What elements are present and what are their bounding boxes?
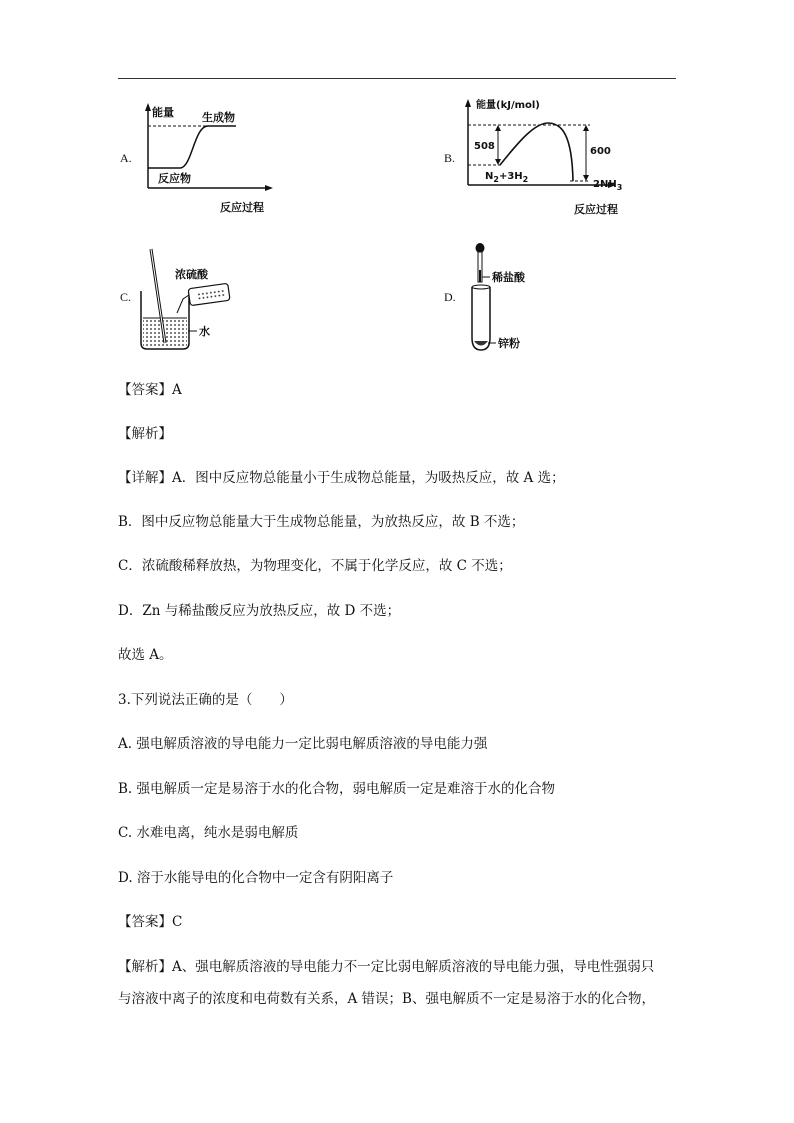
figure-d-test-tube (462, 240, 542, 358)
arrow-600-head-top (583, 125, 589, 131)
powder-label: 锌粉 (498, 337, 520, 350)
product-label: 生成物 (202, 111, 235, 124)
figure-c-dilution-apparatus (133, 243, 243, 355)
detail-b: B．图中反应物总能量大于生成物总能量，为放热反应，故 B 不选； (118, 514, 525, 530)
value-508: 508 (474, 141, 495, 152)
option-c-label: C. (120, 290, 132, 304)
product-formula: $2NH_3$ (593, 179, 623, 192)
analysis-heading-1: 【解析】 (118, 426, 172, 442)
detail-c: C．浓硫酸稀释放热，为物理变化，不属于化学反应，故 C 不选； (118, 558, 512, 574)
option-d-label: D. (444, 290, 456, 304)
acid-label: 浓硫酸 (175, 268, 208, 281)
q3-option-b: B. 强电解质一定是易溶于水的化合物，弱电解质一定是难溶于水的化合物 (118, 781, 556, 797)
y-axis-arrow (465, 99, 471, 107)
water-label: 水 (199, 325, 210, 338)
x-axis-arrow (265, 185, 273, 191)
question-3: 3.下列说法正确的是（ ） (118, 692, 293, 708)
acid-stream (177, 295, 189, 313)
y-axis-arrow (145, 103, 151, 111)
value-600: 600 (590, 146, 611, 157)
detail-a: 【详解】A．图中反应物总能量小于生成物总能量，为吸热反应，故 A 选； (118, 470, 565, 486)
header-rule (118, 78, 676, 79)
q3-option-a: A. 强电解质溶液的导电能力一定比弱电解质溶液的导电能力强 (118, 736, 488, 752)
option-b-label: B. (444, 151, 456, 165)
figure-b-energy-diagram (460, 95, 630, 220)
test-tube-rim (472, 285, 490, 289)
energy-curve (148, 126, 236, 168)
y-axis-label: 能量 (152, 106, 174, 119)
reactant-label: 反应物 (158, 172, 191, 185)
x-axis-label: 反应过程 (220, 201, 264, 214)
option-a-label: A. (120, 151, 132, 165)
test-tube (472, 287, 490, 350)
y-axis-label: 能量(kJ/mol) (476, 100, 540, 111)
arrow-508-head-top (495, 125, 501, 131)
answer-1: 【答案】A (118, 382, 182, 398)
zinc-powder (474, 341, 488, 346)
analysis-3-line-1: 【解析】A、强电解质溶液的导电能力不一定比弱电解质溶液的导电能力强，导电性强弱只 (118, 959, 655, 975)
figure-a-energy-diagram (140, 100, 280, 220)
answer-3: 【答案】C (118, 914, 183, 930)
conclusion-1: 故选 A。 (118, 647, 173, 663)
analysis-3-line-2: 与溶液中离子的浓度和电荷数有关系，A 错误；B、强电解质不一定是易溶于水的化合物， (118, 991, 655, 1007)
arrow-600-head-bottom (583, 175, 589, 181)
q3-option-c: C. 水难电离，纯水是弱电解质 (118, 825, 299, 841)
q3-option-d: D. 溶于水能导电的化合物中一定含有阴阳离子 (118, 870, 394, 886)
detail-d: D．Zn 与稀盐酸反应为放热反应，故 D 不选； (118, 603, 401, 619)
acid-label: 稀盐酸 (492, 271, 525, 284)
reactant-formula: $N_2+3H_2$ (485, 171, 529, 184)
x-axis-label: 反应过程 (574, 203, 618, 216)
